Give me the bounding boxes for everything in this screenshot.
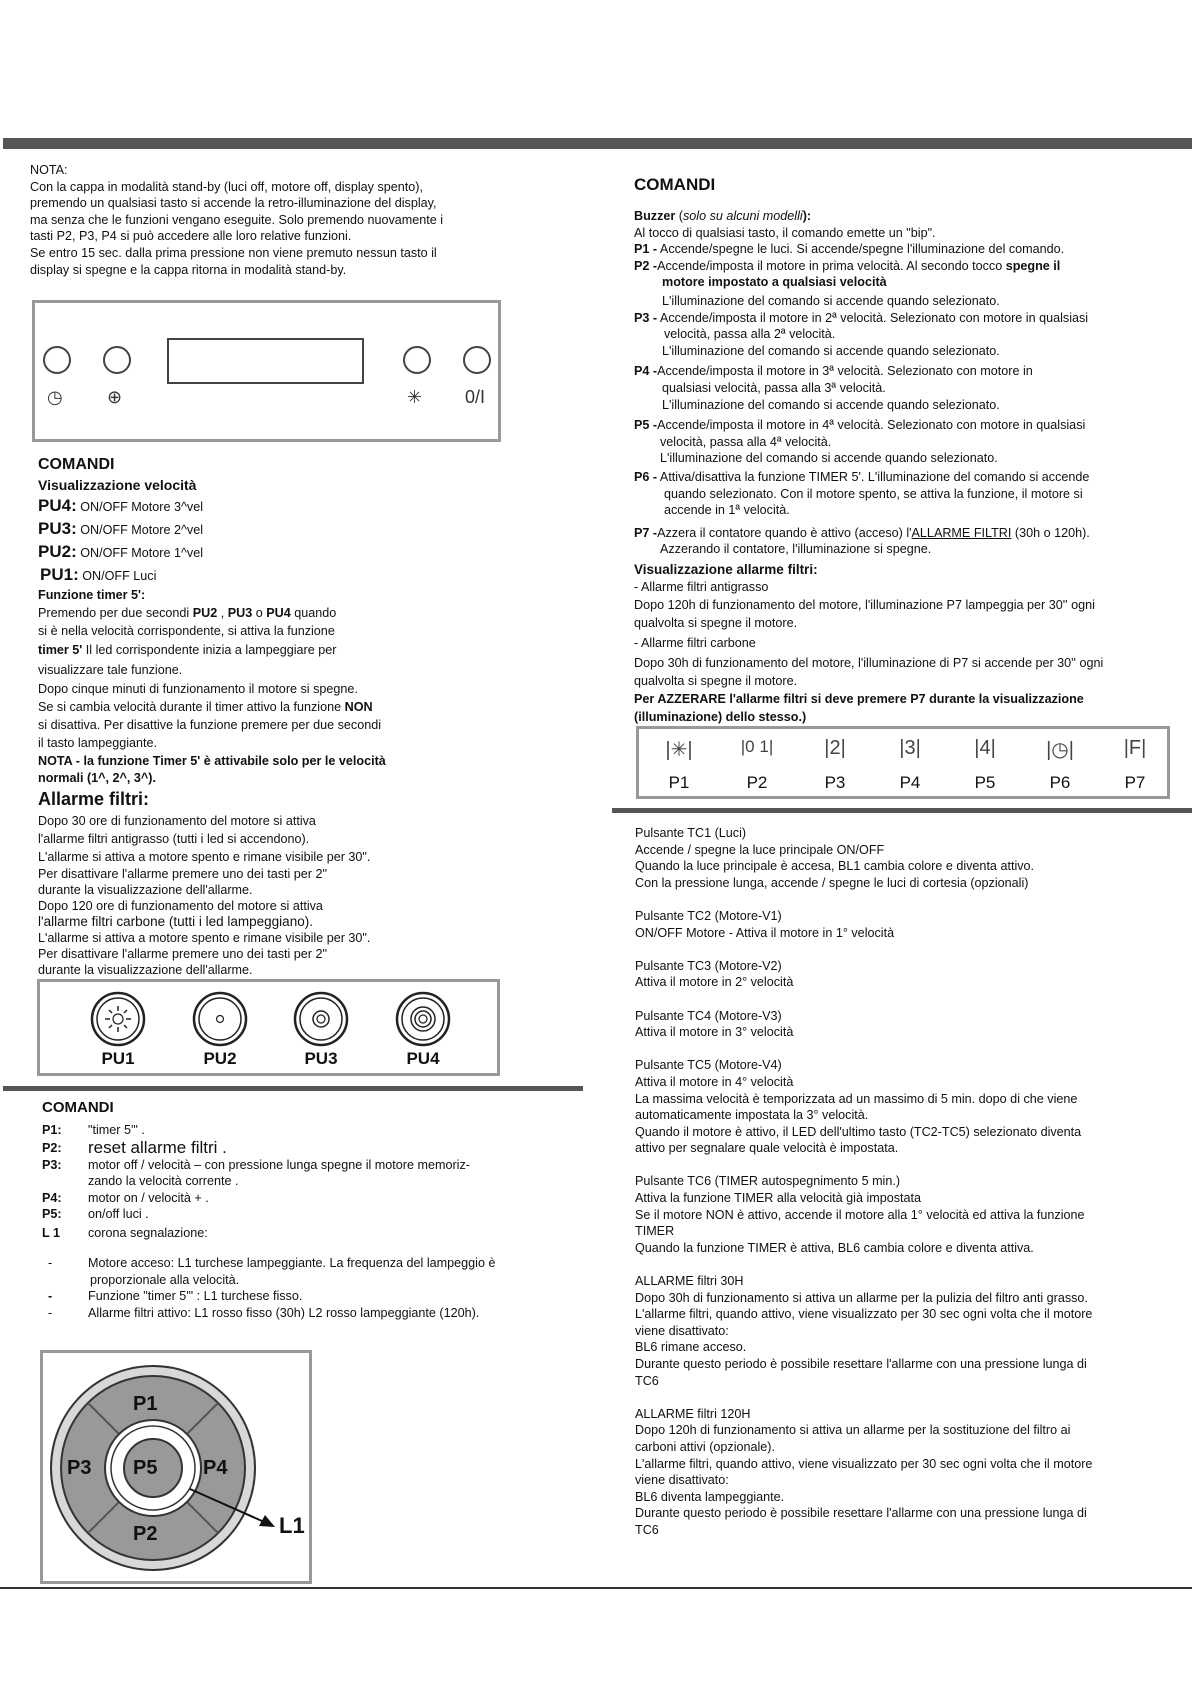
timer-line [38, 604, 518, 622]
p4-display-label: P4 [899, 773, 921, 792]
allarme-filtri-ref: ALLARME FILTRI [911, 525, 1012, 540]
p2-key: P2 - [634, 258, 658, 273]
right-divider [612, 808, 1192, 813]
buzzer-paren: ): [802, 209, 812, 223]
key-filter-icon: |F| [1123, 737, 1147, 759]
p7-key: P7 - [634, 525, 658, 540]
vis-line: qualvolta si spegne il motore. [634, 674, 798, 689]
plus-icon: ⊕ [107, 387, 123, 407]
tc-buttons-section [635, 825, 1185, 1539]
timer-line: il tasto lampeggiante. [38, 735, 158, 750]
azzerare-line: (illuminazione) dello stesso.) [634, 710, 807, 725]
nota2-key: NOTA [38, 753, 73, 768]
dash-row [42, 1272, 582, 1289]
tc-line: ON/OFF Motore - Attiva il motore in 1° velocità [635, 925, 895, 940]
vis-line: - Allarme filtri antigrasso [634, 580, 769, 595]
pu4-key: PU4: [38, 496, 77, 515]
p3-desc-cont: L'illuminazione del comando si accende quando selezionato. [662, 343, 1000, 358]
pu4-text: ON/OFF Motore 3^vel [80, 500, 204, 514]
buzzer-line: Al tocco di qualsiasi tasto, il comando emette un "bip". [634, 225, 936, 240]
p3-desc-cont: velocità, passa alla 2ª velocità. [664, 327, 836, 342]
dash-mark: - [48, 1255, 53, 1270]
allarme-line: durante la visualizzazione dell'allarme. [38, 962, 253, 977]
pu4-speed3-icon [397, 993, 449, 1045]
section-title: COMANDI [42, 1099, 114, 1116]
p5-key: P5: [42, 1207, 62, 1222]
nota2-text: - la funzione Timer 5' è attivabile solo per le velocità [72, 753, 386, 768]
timer-text: quando [290, 605, 337, 620]
section-title: COMANDI [38, 456, 115, 473]
power-icon: 0/I [465, 387, 486, 407]
pu2-speed1-icon [194, 993, 246, 1045]
nota-line: premendo un qualsiasi tasto si accende la retro-illuminazione del display, [30, 196, 437, 211]
comandi-visualizzazione [38, 455, 518, 978]
p2-key-label: P2 [133, 1523, 158, 1545]
key-light-icon: |✳| [665, 739, 693, 761]
tc-line: Dopo 120h di funzionamento si attiva un allarme per la sostituzione del filtro ai [635, 1423, 1071, 1438]
nota-title: NOTA: [30, 163, 68, 177]
p2-text-bold: spegne il [1005, 258, 1061, 273]
p3-key-label: P3 [67, 1457, 92, 1479]
p5-desc-cont: velocità, passa alla 4ª velocità. [660, 434, 832, 449]
timer-text: Il led corrispondente inizia a lampeggiare per [82, 642, 337, 657]
dash-text: Motore acceso: L1 turchese lampeggiante. La frequenza del lampeggio è [88, 1255, 496, 1270]
pu3-label: PU3 [304, 1049, 338, 1068]
tc-line: Accende / spegne la luce principale ON/OFF [635, 842, 885, 857]
tc-line: carboni attivi (opzionale). [635, 1439, 776, 1454]
tc-line: Con la pressione lunga, accende / spegne le luci di cortesia (opzionali) [635, 875, 1029, 890]
timer-text: o [252, 605, 267, 620]
tc-line: Pulsante TC3 (Motore-V2) [635, 958, 782, 973]
timer-line: si è nella velocità corrispondente, si attiva la funzione [38, 623, 335, 638]
dash-row [42, 1255, 582, 1272]
pu3-key: PU3: [38, 519, 77, 538]
pu3-row [38, 518, 518, 541]
tc-line: ALLARME filtri 120H [635, 1406, 751, 1421]
allarme-line: durante la visualizzazione dell'allarme. [38, 882, 253, 897]
p2-display-label: P2 [746, 773, 768, 792]
tc-line: Pulsante TC6 (TIMER autospegnimento 5 min.) [635, 1174, 901, 1189]
p3-row-cont [42, 1173, 582, 1190]
tc-line: viene disattivato: [635, 1323, 729, 1338]
tc-line: Attiva la funzione TIMER alla velocità già impostata [635, 1191, 922, 1206]
vis-line: - Allarme filtri carbone [634, 636, 756, 651]
tc-line: Quando la luce principale è accesa, BL1 cambia colore e diventa attivo. [635, 859, 1035, 874]
tc-line: Pulsante TC1 (Luci) [635, 826, 747, 840]
p3-key-cont [42, 1173, 88, 1190]
display-window [167, 338, 364, 384]
comandi-p-keys [42, 1098, 582, 1321]
dash-mark: - [48, 1289, 53, 1304]
p4-text: motor on / velocità + . [88, 1190, 209, 1205]
p5-key: P5 - [634, 418, 658, 433]
pu2-row [38, 541, 518, 564]
pu1-light-icon [92, 993, 144, 1045]
p3-text: Accende/imposta il motore in 2ª velocità. Selezionato con motore in qualsiasi [657, 310, 1089, 325]
pu1-label: PU1 [101, 1049, 135, 1068]
vis-line: Dopo 120h di funzionamento del motore, l'illuminazione P7 lampeggia per 30'' ogni [634, 598, 1095, 613]
p3-text-cont: zando la velocità corrente . [88, 1174, 239, 1189]
timer-icon: ◷ [47, 387, 63, 407]
tc-line: Attiva il motore in 4° velocità [635, 1074, 794, 1089]
timer-line: visualizzare tale funzione. [38, 662, 183, 677]
display-key-row [657, 737, 1157, 762]
p1-text: Accende/spegne le luci. Si accende/spegne l'illuminazione del comando. [657, 242, 1065, 257]
timer-text: , [217, 605, 228, 620]
timer-text: Se si cambia velocità durante il timer attivo la funzione [38, 699, 345, 714]
dial-diagram [40, 1350, 312, 1584]
nota-line: display si spegne e la cappa ritorna in modalità stand-by. [30, 262, 347, 277]
tc-line: Durante questo periodo è possibile resettare l'allarme con una pressione lunga di [635, 1506, 1087, 1521]
p6-desc-cont: quando selezionato. Con il motore spento, se attiva la funzione, il motore si [664, 486, 1083, 501]
timer-title: Funzione timer 5': [38, 588, 146, 602]
plus-button-icon [103, 346, 131, 374]
tc-line: Durante questo periodo è possibile resettare l'allarme con una pressione lunga di [635, 1357, 1087, 1371]
l1-key: L 1 [42, 1225, 60, 1240]
p3-text: motor off / velocità – con pressione lunga spegne il motore memoriz- [88, 1157, 470, 1172]
p4-key-label: P4 [203, 1457, 228, 1479]
p5-desc-cont: L'illuminazione del comando si accende quando selezionato. [660, 451, 998, 466]
tc-line: Pulsante TC5 (Motore-V4) [635, 1058, 782, 1073]
p3-row [42, 1157, 582, 1174]
key-filter-glyph: F [1128, 737, 1142, 759]
right-comandi [634, 174, 1182, 726]
dash-row [42, 1305, 582, 1322]
azzerare-line: Per AZZERARE l'allarme filtri si deve premere P7 durante la visualizzazione [634, 692, 1084, 707]
p2-key: P2: [42, 1140, 62, 1155]
display-label-row [657, 773, 1157, 793]
vis-line: qualvolta si spegne il motore. [634, 616, 798, 631]
p4-desc-cont: qualsiasi velocità, passa alla 3ª velocità. [662, 380, 886, 395]
tc-line: Pulsante TC4 (Motore-V3) [635, 1008, 782, 1023]
p1-display-label: P1 [668, 773, 690, 792]
allarme-line: L'allarme si attiva a motore spento e rimane visibile per 30". [38, 849, 371, 864]
p2-desc-cont: motore impostato a qualsiasi velocità [662, 275, 887, 290]
allarme-line: Dopo 120 ore di funzionamento del motore si attiva [38, 898, 323, 913]
l1-text: corona segnalazione: [88, 1225, 208, 1240]
tc-line: La massima velocità è temporizzata ad un massimo di 5 min. dopo di che viene [635, 1091, 1078, 1106]
tc-line: Pulsante TC2 (Motore-V1) [635, 908, 782, 923]
p4-key: P4 - [634, 364, 658, 379]
tc-line: automaticamente impostata la 3° velocità. [635, 1108, 869, 1123]
pu4-ref: PU4 [266, 605, 291, 620]
timer-line: Dopo cinque minuti di funzionamento il motore si spegne. [38, 681, 358, 696]
key-speed4-glyph: 4 [979, 737, 991, 759]
p1-text: "timer 5'" . [88, 1123, 145, 1137]
tc-line: Attiva il motore in 3° velocità [635, 1025, 794, 1040]
pu4-row [38, 495, 518, 518]
key-timer-icon: |◷| [1046, 739, 1074, 761]
p4-key: P4: [42, 1190, 62, 1205]
key-speed2-glyph: 2 [829, 737, 841, 759]
p2-desc-cont: L'illuminazione del comando si accende quando selezionato. [662, 293, 1000, 308]
tc-line: L'allarme filtri, quando attivo, viene visualizzato per 30 sec ogni volta che il motore [635, 1456, 1093, 1471]
pu2-ref: PU2 [192, 605, 218, 620]
pu3-speed2-icon [295, 993, 347, 1045]
p6-desc [634, 469, 1182, 486]
p7-display-label: P7 [1124, 773, 1146, 792]
p4-text: Accende/imposta il motore in 3ª velocità. Selezionato con motore in [657, 364, 1033, 379]
pu3-text: ON/OFF Motore 2^vel [80, 523, 204, 537]
allarme-line: Dopo 30 ore di funzionamento del motore si attiva [38, 813, 316, 828]
nota2-line: normali (1^, 2^, 3^). [38, 770, 156, 785]
pu-buttons-diagram [37, 979, 500, 1076]
light-icon: ✳ [407, 387, 423, 407]
p5-desc [634, 417, 1182, 434]
pu4-label: PU4 [406, 1049, 440, 1068]
p6-key: P6 - [634, 469, 658, 484]
key-speed1-icon: |0 1| [740, 737, 774, 756]
tc-line: BL6 diventa lampeggiante. [635, 1489, 785, 1504]
timer-button-icon [43, 346, 71, 374]
buzzer-paren: ( [675, 209, 683, 223]
pu1-key: PU1: [40, 565, 79, 584]
buzzer-title [634, 208, 1182, 225]
bottom-rule [0, 1587, 1192, 1589]
nota2-line [38, 752, 518, 770]
p7-text: Azzera il contatore quando è attivo (acceso) l' [657, 525, 912, 540]
tc-line: BL6 rimane acceso. [635, 1340, 747, 1355]
nota-line: tasti P2, P3, P4 si può accedere alle loro relative funzioni. [30, 229, 352, 244]
p2-text: reset allarme filtri . [88, 1137, 227, 1157]
p3-display-label: P3 [824, 773, 846, 792]
nota-line: ma senza che le funzioni vengano eseguite. Solo premendo nuovamente i [30, 212, 444, 227]
top-rule [3, 138, 1192, 149]
section-subtitle: Visualizzazione velocità [38, 477, 197, 493]
light-button-icon [403, 346, 431, 374]
tc-line: Se il motore NON è attivo, accende il motore alla 1° velocità ed attiva la funzione [635, 1207, 1085, 1222]
key-speed2-icon: |2| [824, 737, 846, 759]
pu2-label: PU2 [203, 1049, 237, 1068]
pu2-key: PU2: [38, 542, 77, 561]
p4-desc-cont: L'illuminazione del comando si accende quando selezionato. [662, 397, 1000, 412]
dash-mark: - [48, 1305, 53, 1320]
dash-text: Allarme filtri attivo: L1 rosso fisso (30h) L2 rosso lampeggiante (120h). [88, 1305, 480, 1320]
p3-key: P3 - [634, 310, 658, 325]
key-speed1-glyph: 0 1 [745, 737, 769, 756]
p5-key-label: P5 [133, 1457, 158, 1479]
p6-desc-cont: accende in 1ª velocità. [664, 503, 790, 518]
allarme-title: Allarme filtri: [38, 788, 150, 809]
tc-line: Quando il motore è attivo, il LED dell'ultimo tasto (TC2-TC5) selezionato diventa [635, 1124, 1082, 1139]
vis-title: Visualizzazione allarme filtri: [634, 561, 818, 577]
p7-desc [634, 525, 1182, 542]
vis-line: Dopo 30h di funzionamento del motore, l'illuminazione di P7 si accende per 30'' ogni [634, 656, 1104, 671]
power-button-icon [463, 346, 491, 374]
timer-ref: timer 5' [38, 642, 83, 657]
dash-text: proporzionale alla velocità. [90, 1272, 240, 1287]
non-ref: NON [344, 699, 373, 714]
nota-block [30, 162, 510, 278]
tc-line: Dopo 30h di funzionamento si attiva un allarme per la pulizia del filtro anti grasso. [635, 1290, 1088, 1305]
timer-text: Premendo per due secondi [38, 605, 193, 620]
p7-text: (30h o 120h). [1011, 525, 1090, 540]
timer-line: si disattiva. Per disattive la funzione premere per due secondi [38, 717, 382, 732]
timer-line [38, 698, 518, 716]
buzzer-note: solo su alcuni modelli [683, 209, 803, 223]
dash-mark [42, 1272, 88, 1289]
dash-text: Funzione "timer 5'" : L1 turchese fisso. [88, 1289, 303, 1304]
p1-desc [634, 241, 1182, 258]
allarme-line: l'allarme filtri antigrasso (tutti i led si accendono). [38, 831, 310, 846]
p6-display-label: P6 [1049, 773, 1071, 792]
nota-line: Se entro 15 sec. dalla prima pressione non viene premuto nessun tasto il [30, 245, 437, 260]
right-title: COMANDI [634, 175, 716, 194]
tc-line: viene disattivato: [635, 1473, 729, 1488]
key-speed3-glyph: 3 [904, 737, 916, 759]
p5-text: Accende/imposta il motore in 4ª velocità. Selezionato con motore in qualsiasi [657, 418, 1086, 433]
tc-line: TC6 [635, 1522, 659, 1537]
p5-text: on/off luci . [88, 1207, 149, 1222]
l1-row [42, 1223, 582, 1243]
key-light-glyph: ✳ [670, 739, 688, 761]
display-keys-diagram [636, 726, 1170, 799]
key-speed3-icon: |3| [899, 737, 921, 759]
tc-line: Quando la funzione TIMER è attiva, BL6 cambia colore e diventa attiva. [635, 1240, 1034, 1255]
tc-line: attivo per segnalare quale velocità è impostata. [635, 1141, 899, 1156]
tc-line: L'allarme filtri, quando attivo, viene visualizzato per 30 sec ogni volta che il motore [635, 1307, 1093, 1322]
allarme-line: L'allarme si attiva a motore spento e rimane visibile per 30". [38, 930, 371, 945]
p2-text: Accende/imposta il motore in prima velocità. Al secondo tocco [657, 258, 1006, 273]
pu1-row [38, 564, 518, 587]
pu3-ref: PU3 [227, 605, 253, 620]
tc-line: ALLARME filtri 30H [635, 1274, 744, 1289]
dash-row [42, 1288, 582, 1305]
tc-line: TIMER [635, 1224, 675, 1239]
pu2-text: ON/OFF Motore 1^vel [80, 546, 204, 560]
l1-label: L1 [279, 1513, 305, 1538]
p7-desc-cont: Azzerando il contatore, l'illuminazione si spegne. [660, 542, 932, 557]
p1-key: P1 - [634, 242, 658, 257]
p3-key: P3: [42, 1157, 62, 1172]
buzzer-label: Buzzer [634, 209, 676, 223]
control-panel-diagram [32, 300, 501, 442]
allarme-line: Per disattivare l'allarme premere uno dei tasti per 2" [38, 866, 327, 881]
p5-row [42, 1206, 582, 1223]
p5-display-label: P5 [974, 773, 996, 792]
allarme-line: Per disattivare l'allarme premere uno dei tasti per 2" [38, 946, 327, 961]
pu1-text: ON/OFF Luci [82, 569, 157, 583]
p3-desc [634, 310, 1182, 327]
timer-line [38, 640, 518, 660]
p2-row [42, 1139, 582, 1157]
p1-key-label: P1 [133, 1393, 158, 1415]
p1-row [42, 1122, 582, 1139]
key-speed4-icon: |4| [974, 737, 996, 759]
left-divider [3, 1086, 583, 1091]
p4-desc [634, 363, 1182, 380]
p4-row [42, 1190, 582, 1207]
p2-desc [634, 258, 1182, 275]
key-timer-glyph: ◷ [1051, 739, 1069, 761]
allarme-line: l'allarme filtri carbone (tutti i led lampeggiano). [38, 913, 313, 929]
p6-text: Attiva/disattiva la funzione TIMER 5'. L'illuminazione del comando si accende [657, 469, 1090, 484]
tc-line: TC6 [635, 1373, 659, 1388]
p1-key: P1: [42, 1123, 62, 1137]
tc-line: Attiva il motore in 2° velocità [635, 975, 794, 990]
nota-line: Con la cappa in modalità stand-by (luci off, motore off, display spento), [30, 179, 423, 194]
